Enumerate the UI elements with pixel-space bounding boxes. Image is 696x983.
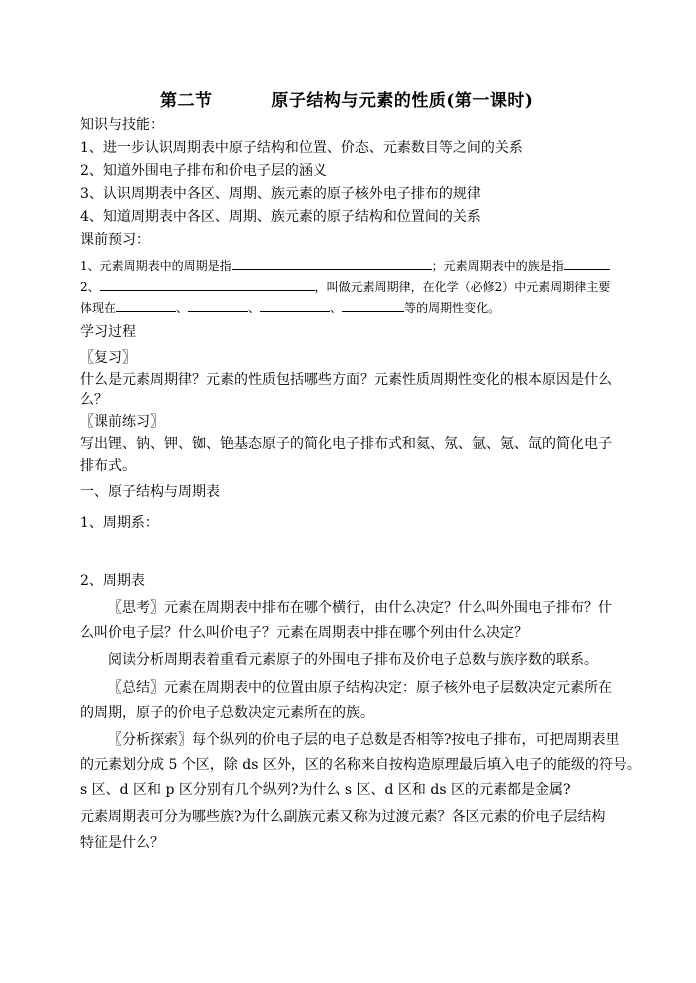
review-question-2: 么？	[80, 392, 108, 408]
preview-line1-text-b: ；元素周期表中的族是指	[431, 259, 564, 273]
explore-text-5: 特征是什么？	[80, 835, 164, 851]
summary-text-1: 〖总结〗元素在周期表中的位置由原子结构决定：原子核外电子层数决定元素所在	[108, 680, 612, 696]
title-section: 第二节	[160, 91, 213, 111]
answer-blank[interactable]	[100, 289, 315, 291]
knowledge-heading: 知识与技能：	[80, 117, 164, 133]
preview-line-3	[80, 299, 500, 316]
answer-blank[interactable]	[232, 268, 432, 270]
subsection-periodic-system: 1、周期系：	[80, 515, 159, 531]
subsection-periodic-table: 2、周期表	[80, 573, 145, 589]
practice-text-1: 写出锂、钠、钾、铷、铯基态原子的简化电子排布式和氦、氖、氩、氪、氙的简化电子	[80, 436, 612, 452]
preview-line-2	[80, 278, 610, 295]
explore-text-3: s 区、d 区和 p 区分别有几个纵列?为什么 s 区、d 区和 ds 区的元素都是金属?	[80, 782, 571, 798]
preview-line-1	[80, 257, 610, 274]
preview-line2-text-a: 2、	[80, 280, 100, 294]
preview-line3-text-a: 体现在	[80, 301, 117, 315]
section-heading: 一、原子结构与周期表	[80, 484, 220, 500]
explore-text-4: 元素周期表可分为哪些族?为什么副族元素又称为过渡元素？各区元素的价电子层结构	[80, 809, 606, 825]
review-label: 〖复习〗	[80, 350, 136, 366]
answer-blank[interactable]	[116, 310, 176, 312]
explore-text-1: 〖分析探索〗每个纵列的价电子层的电子总数是否相等?按电子排布，可把周期表里	[108, 732, 620, 748]
practice-text-2: 排布式。	[80, 458, 136, 474]
answer-blank[interactable]	[260, 310, 330, 312]
separator: 、	[248, 301, 261, 315]
answer-blank[interactable]	[342, 310, 404, 312]
knowledge-item-3: 3、认识周期表中各区、周期、族元素的原子核外电子排布的规律	[80, 186, 481, 202]
knowledge-item-1: 1、进一步认识周期表中原子结构和位置、价态、元素数目等之间的关系	[80, 140, 523, 156]
knowledge-item-2: 2、知道外围电子排布和价电子层的涵义	[80, 163, 327, 179]
process-heading: 学习过程	[80, 324, 136, 340]
page-title	[160, 86, 533, 111]
title-topic: 原子结构与元素的性质(第一课时)	[271, 91, 534, 111]
think-text-1: 〖思考〗元素在周期表中排布在哪个横行，由什么决定？什么叫外围电子排布？什	[108, 600, 612, 616]
answer-blank[interactable]	[188, 310, 248, 312]
preview-line1-text-a: 1、元素周期表中的周期是指	[80, 259, 232, 273]
knowledge-item-4: 4、知道周期表中各区、周期、族元素的原子结构和位置间的关系	[80, 209, 481, 225]
read-text: 阅读分析周期表着重看元素原子的外围电子排布及价电子总数与族序数的联系。	[108, 652, 598, 668]
preview-line3-text-b: 等的周期性变化。	[404, 301, 501, 315]
preview-heading: 课前预习：	[80, 232, 150, 248]
think-text-2: 么叫价电子层？什么叫价电子？元素在周期表中排在哪个列由什么决定？	[80, 625, 528, 641]
explore-text-2: 的元素划分成 5 个区，除 ds 区外，区的名称来自按构造原理最后填入电子的能级的符号。	[80, 757, 641, 773]
review-question-1: 什么是元素周期律？元素的性质包括哪些方面？元素性质周期性变化的根本原因是什么	[80, 372, 612, 388]
separator: 、	[330, 301, 343, 315]
answer-blank[interactable]	[564, 268, 610, 270]
preview-line2-text-b: ，叫做元素周期律，在化学（必修2）中元素周期律主要	[314, 280, 611, 294]
practice-label: 〖课前练习〗	[80, 414, 164, 430]
summary-text-2: 的周期，原子的价电子总数决定元素所在的族。	[80, 705, 374, 721]
separator: 、	[176, 301, 189, 315]
